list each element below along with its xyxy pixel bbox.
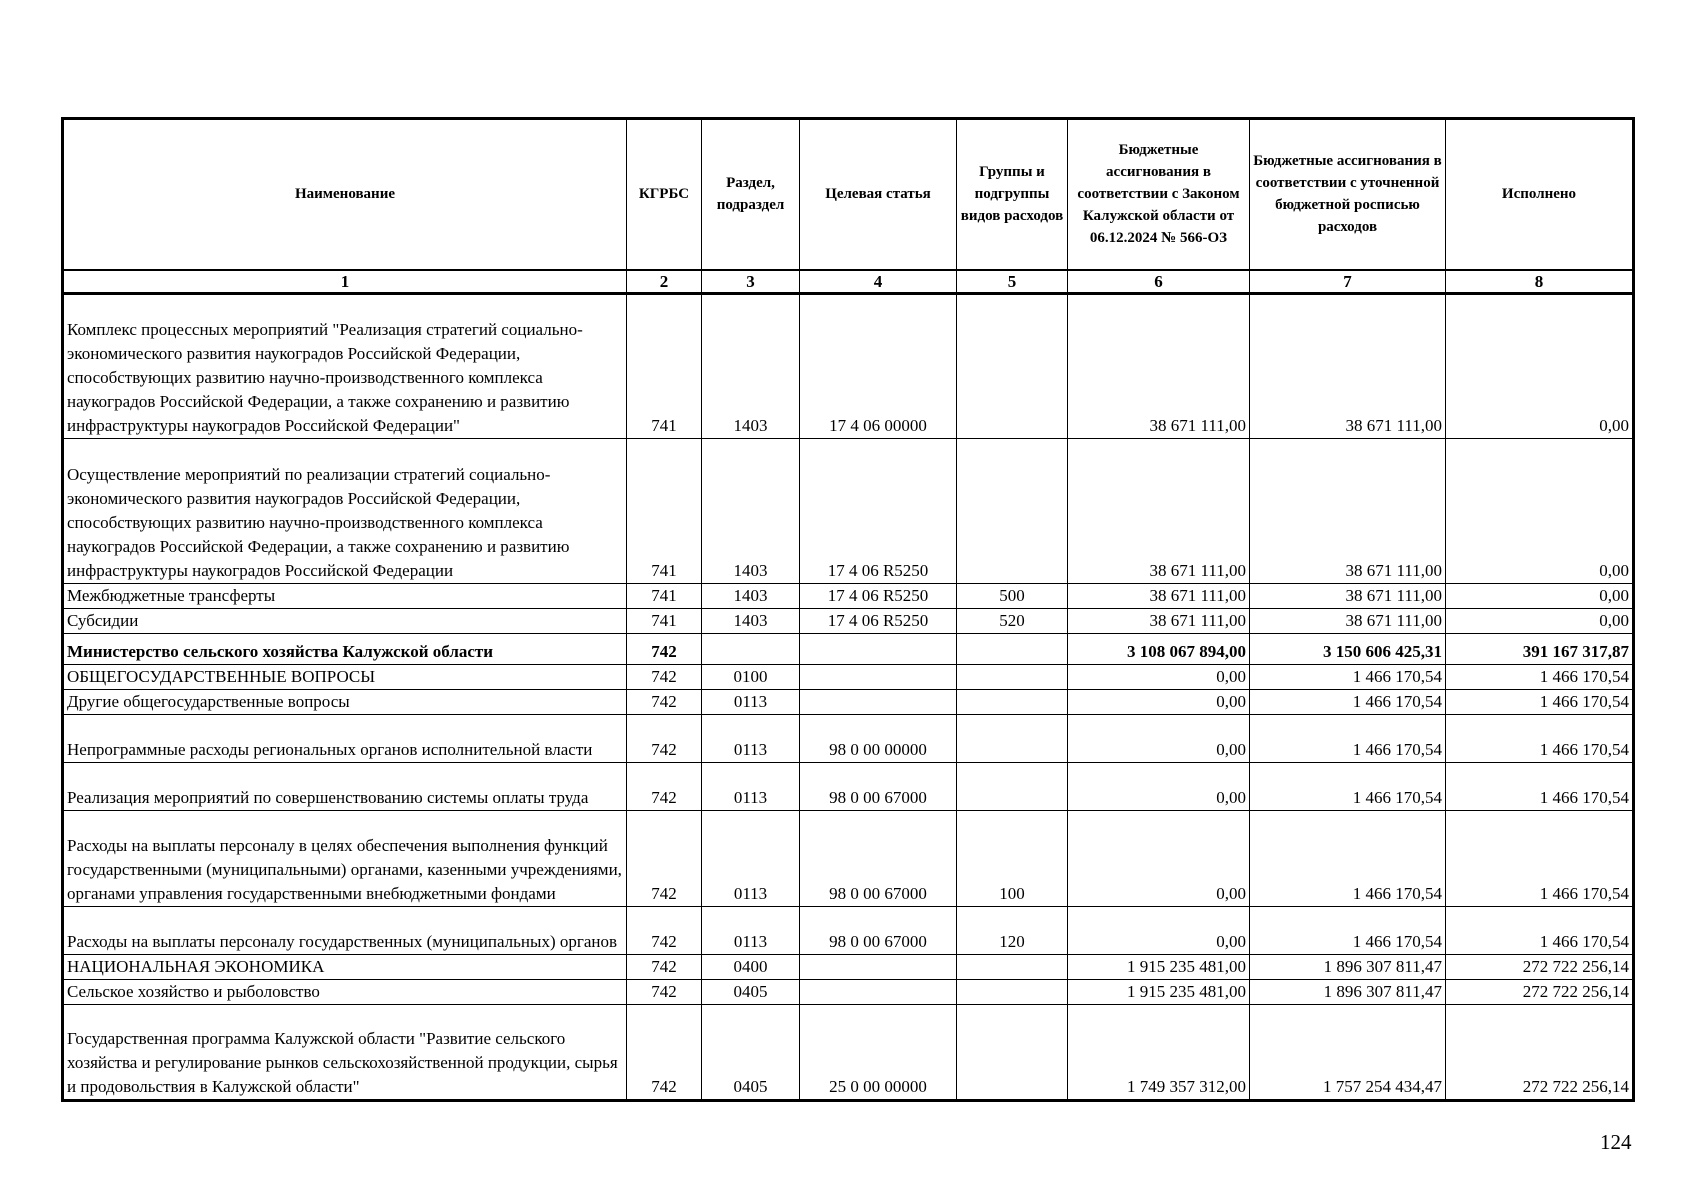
row-name: Расходы на выплаты персоналу в целях обеспечения выполнения функций государственными (муниципальными) органами, казенными учреждениями, органами управления государственными внебюджетными фондами — [63, 810, 627, 906]
row-name: Другие общегосударственные вопросы — [63, 689, 627, 714]
budget-execution-table — [61, 117, 1635, 1102]
row-executed-amount: 1 466 170,54 — [1446, 689, 1634, 714]
row-law-amount: 1 915 235 481,00 — [1068, 954, 1250, 979]
row-refined-amount: 1 757 254 434,47 — [1250, 1004, 1446, 1100]
column-number: 2 — [627, 270, 702, 294]
row-executed-amount: 272 722 256,14 — [1446, 979, 1634, 1004]
row-kgrbs: 742 — [627, 810, 702, 906]
row-law-amount: 3 108 067 894,00 — [1068, 633, 1250, 664]
table-row — [63, 293, 1634, 438]
row-kgrbs: 741 — [627, 293, 702, 438]
row-expense-group: 100 — [957, 810, 1068, 906]
row-refined-amount: 38 671 111,00 — [1250, 438, 1446, 583]
row-expense-group — [957, 979, 1068, 1004]
row-law-amount: 38 671 111,00 — [1068, 608, 1250, 633]
row-kgrbs: 741 — [627, 608, 702, 633]
row-name: Министерство сельского хозяйства Калужской области — [63, 633, 627, 664]
header-expense-group: Группы и подгруппы видов расходов — [957, 119, 1068, 270]
row-law-amount: 0,00 — [1068, 664, 1250, 689]
row-kgrbs: 742 — [627, 906, 702, 954]
row-executed-amount: 0,00 — [1446, 293, 1634, 438]
table-row — [63, 810, 1634, 906]
row-kgrbs: 742 — [627, 762, 702, 810]
table-row — [63, 583, 1634, 608]
row-executed-amount: 1 466 170,54 — [1446, 664, 1634, 689]
column-number: 7 — [1250, 270, 1446, 294]
column-number: 4 — [800, 270, 957, 294]
row-executed-amount: 1 466 170,54 — [1446, 762, 1634, 810]
row-name: Осуществление мероприятий по реализации стратегий социально-экономического развития наукоградов Российской Федерации, способствующих развитию научно-производственного комплекса наукоградов Российской Федерации, а также сохранению и развитию инфраструктуры наукоградов Российской Федерации — [63, 438, 627, 583]
row-target-article — [800, 689, 957, 714]
row-expense-group — [957, 633, 1068, 664]
header-law-allocations: Бюджетные ассигнования в соответствии с Законом Калужской области от 06.12.2024 № 566-ОЗ — [1068, 119, 1250, 270]
row-refined-amount: 38 671 111,00 — [1250, 293, 1446, 438]
row-expense-group — [957, 293, 1068, 438]
row-expense-group — [957, 664, 1068, 689]
row-section: 1403 — [702, 583, 800, 608]
table-row — [63, 979, 1634, 1004]
row-executed-amount: 1 466 170,54 — [1446, 810, 1634, 906]
row-name: ОБЩЕГОСУДАРСТВЕННЫЕ ВОПРОСЫ — [63, 664, 627, 689]
row-executed-amount: 272 722 256,14 — [1446, 1004, 1634, 1100]
row-section: 0400 — [702, 954, 800, 979]
row-expense-group — [957, 762, 1068, 810]
row-refined-amount: 1 466 170,54 — [1250, 810, 1446, 906]
row-target-article — [800, 979, 957, 1004]
row-section: 0405 — [702, 979, 800, 1004]
header-name: Наименование — [63, 119, 627, 270]
row-refined-amount: 1 466 170,54 — [1250, 762, 1446, 810]
table-row — [63, 714, 1634, 762]
row-refined-amount: 1 466 170,54 — [1250, 664, 1446, 689]
table-body — [63, 293, 1634, 1100]
row-target-article: 17 4 06 R5250 — [800, 608, 957, 633]
table-row — [63, 1004, 1634, 1100]
row-target-article — [800, 954, 957, 979]
header-kgrbs: КГРБС — [627, 119, 702, 270]
row-executed-amount: 0,00 — [1446, 583, 1634, 608]
row-expense-group: 520 — [957, 608, 1068, 633]
row-kgrbs: 742 — [627, 954, 702, 979]
row-refined-amount: 38 671 111,00 — [1250, 583, 1446, 608]
table-row — [63, 438, 1634, 583]
row-kgrbs: 741 — [627, 583, 702, 608]
row-name: Расходы на выплаты персоналу государственных (муниципальных) органов — [63, 906, 627, 954]
row-kgrbs: 742 — [627, 979, 702, 1004]
row-section: 1403 — [702, 293, 800, 438]
row-law-amount: 38 671 111,00 — [1068, 438, 1250, 583]
row-target-article: 17 4 06 R5250 — [800, 583, 957, 608]
row-refined-amount: 38 671 111,00 — [1250, 608, 1446, 633]
row-section: 0113 — [702, 762, 800, 810]
row-law-amount: 0,00 — [1068, 714, 1250, 762]
table-row — [63, 762, 1634, 810]
table-header — [63, 119, 1634, 294]
header-target-article: Целевая статья — [800, 119, 957, 270]
row-law-amount: 1 749 357 312,00 — [1068, 1004, 1250, 1100]
row-section: 0100 — [702, 664, 800, 689]
row-target-article — [800, 633, 957, 664]
row-kgrbs: 742 — [627, 1004, 702, 1100]
row-law-amount: 0,00 — [1068, 762, 1250, 810]
row-name: Сельское хозяйство и рыболовство — [63, 979, 627, 1004]
header-executed: Исполнено — [1446, 119, 1634, 270]
page-number: 124 — [1600, 1130, 1632, 1154]
row-target-article: 98 0 00 67000 — [800, 906, 957, 954]
table-row — [63, 608, 1634, 633]
row-expense-group — [957, 954, 1068, 979]
row-name: Непрограммные расходы региональных органов исполнительной власти — [63, 714, 627, 762]
row-refined-amount: 1 466 170,54 — [1250, 689, 1446, 714]
row-kgrbs: 742 — [627, 633, 702, 664]
column-number: 6 — [1068, 270, 1250, 294]
row-expense-group — [957, 714, 1068, 762]
row-name: НАЦИОНАЛЬНАЯ ЭКОНОМИКА — [63, 954, 627, 979]
row-target-article: 98 0 00 67000 — [800, 762, 957, 810]
row-refined-amount: 1 896 307 811,47 — [1250, 954, 1446, 979]
row-expense-group — [957, 438, 1068, 583]
column-number: 1 — [63, 270, 627, 294]
header-section: Раздел, подраздел — [702, 119, 800, 270]
row-law-amount: 38 671 111,00 — [1068, 583, 1250, 608]
row-section — [702, 633, 800, 664]
row-executed-amount: 0,00 — [1446, 438, 1634, 583]
row-section: 0113 — [702, 689, 800, 714]
row-executed-amount: 391 167 317,87 — [1446, 633, 1634, 664]
row-name: Комплекс процессных мероприятий "Реализация стратегий социально-экономического развития наукоградов Российской Федерации, способствующих развитию научно-производственного комплекса наукоградов Российской Федерации, а также сохранению и развитию инфраструктуры наукоградов Российской Федерации" — [63, 293, 627, 438]
row-refined-amount: 1 466 170,54 — [1250, 906, 1446, 954]
row-name: Межбюджетные трансферты — [63, 583, 627, 608]
row-kgrbs: 742 — [627, 714, 702, 762]
row-section: 1403 — [702, 608, 800, 633]
row-section: 0405 — [702, 1004, 800, 1100]
row-target-article: 98 0 00 67000 — [800, 810, 957, 906]
row-refined-amount: 3 150 606 425,31 — [1250, 633, 1446, 664]
row-expense-group: 500 — [957, 583, 1068, 608]
table-row — [63, 689, 1634, 714]
row-name: Субсидии — [63, 608, 627, 633]
column-number: 3 — [702, 270, 800, 294]
row-expense-group: 120 — [957, 906, 1068, 954]
column-number: 8 — [1446, 270, 1634, 294]
row-kgrbs: 742 — [627, 689, 702, 714]
row-target-article — [800, 664, 957, 689]
row-target-article: 98 0 00 00000 — [800, 714, 957, 762]
row-name: Государственная программа Калужской области "Развитие сельского хозяйства и регулирование рынков сельскохозяйственной продукции, сырья и продовольствия в Калужской области" — [63, 1004, 627, 1100]
row-section: 0113 — [702, 714, 800, 762]
row-law-amount: 0,00 — [1068, 689, 1250, 714]
row-law-amount: 0,00 — [1068, 810, 1250, 906]
row-name: Реализация мероприятий по совершенствованию системы оплаты труда — [63, 762, 627, 810]
row-refined-amount: 1 466 170,54 — [1250, 714, 1446, 762]
row-law-amount: 0,00 — [1068, 906, 1250, 954]
row-executed-amount: 1 466 170,54 — [1446, 906, 1634, 954]
row-executed-amount: 0,00 — [1446, 608, 1634, 633]
row-law-amount: 38 671 111,00 — [1068, 293, 1250, 438]
row-target-article: 17 4 06 00000 — [800, 293, 957, 438]
row-target-article: 25 0 00 00000 — [800, 1004, 957, 1100]
row-refined-amount: 1 896 307 811,47 — [1250, 979, 1446, 1004]
column-number: 5 — [957, 270, 1068, 294]
header-refined-allocations: Бюджетные ассигнования в соответствии с уточненной бюджетной росписью расходов — [1250, 119, 1446, 270]
row-section: 1403 — [702, 438, 800, 583]
row-executed-amount: 1 466 170,54 — [1446, 714, 1634, 762]
row-kgrbs: 741 — [627, 438, 702, 583]
row-kgrbs: 742 — [627, 664, 702, 689]
row-law-amount: 1 915 235 481,00 — [1068, 979, 1250, 1004]
row-executed-amount: 272 722 256,14 — [1446, 954, 1634, 979]
table-row — [63, 906, 1634, 954]
row-section: 0113 — [702, 906, 800, 954]
row-expense-group — [957, 1004, 1068, 1100]
table-row — [63, 954, 1634, 979]
row-target-article: 17 4 06 R5250 — [800, 438, 957, 583]
table-row — [63, 664, 1634, 689]
row-section: 0113 — [702, 810, 800, 906]
row-expense-group — [957, 689, 1068, 714]
table-row — [63, 633, 1634, 664]
